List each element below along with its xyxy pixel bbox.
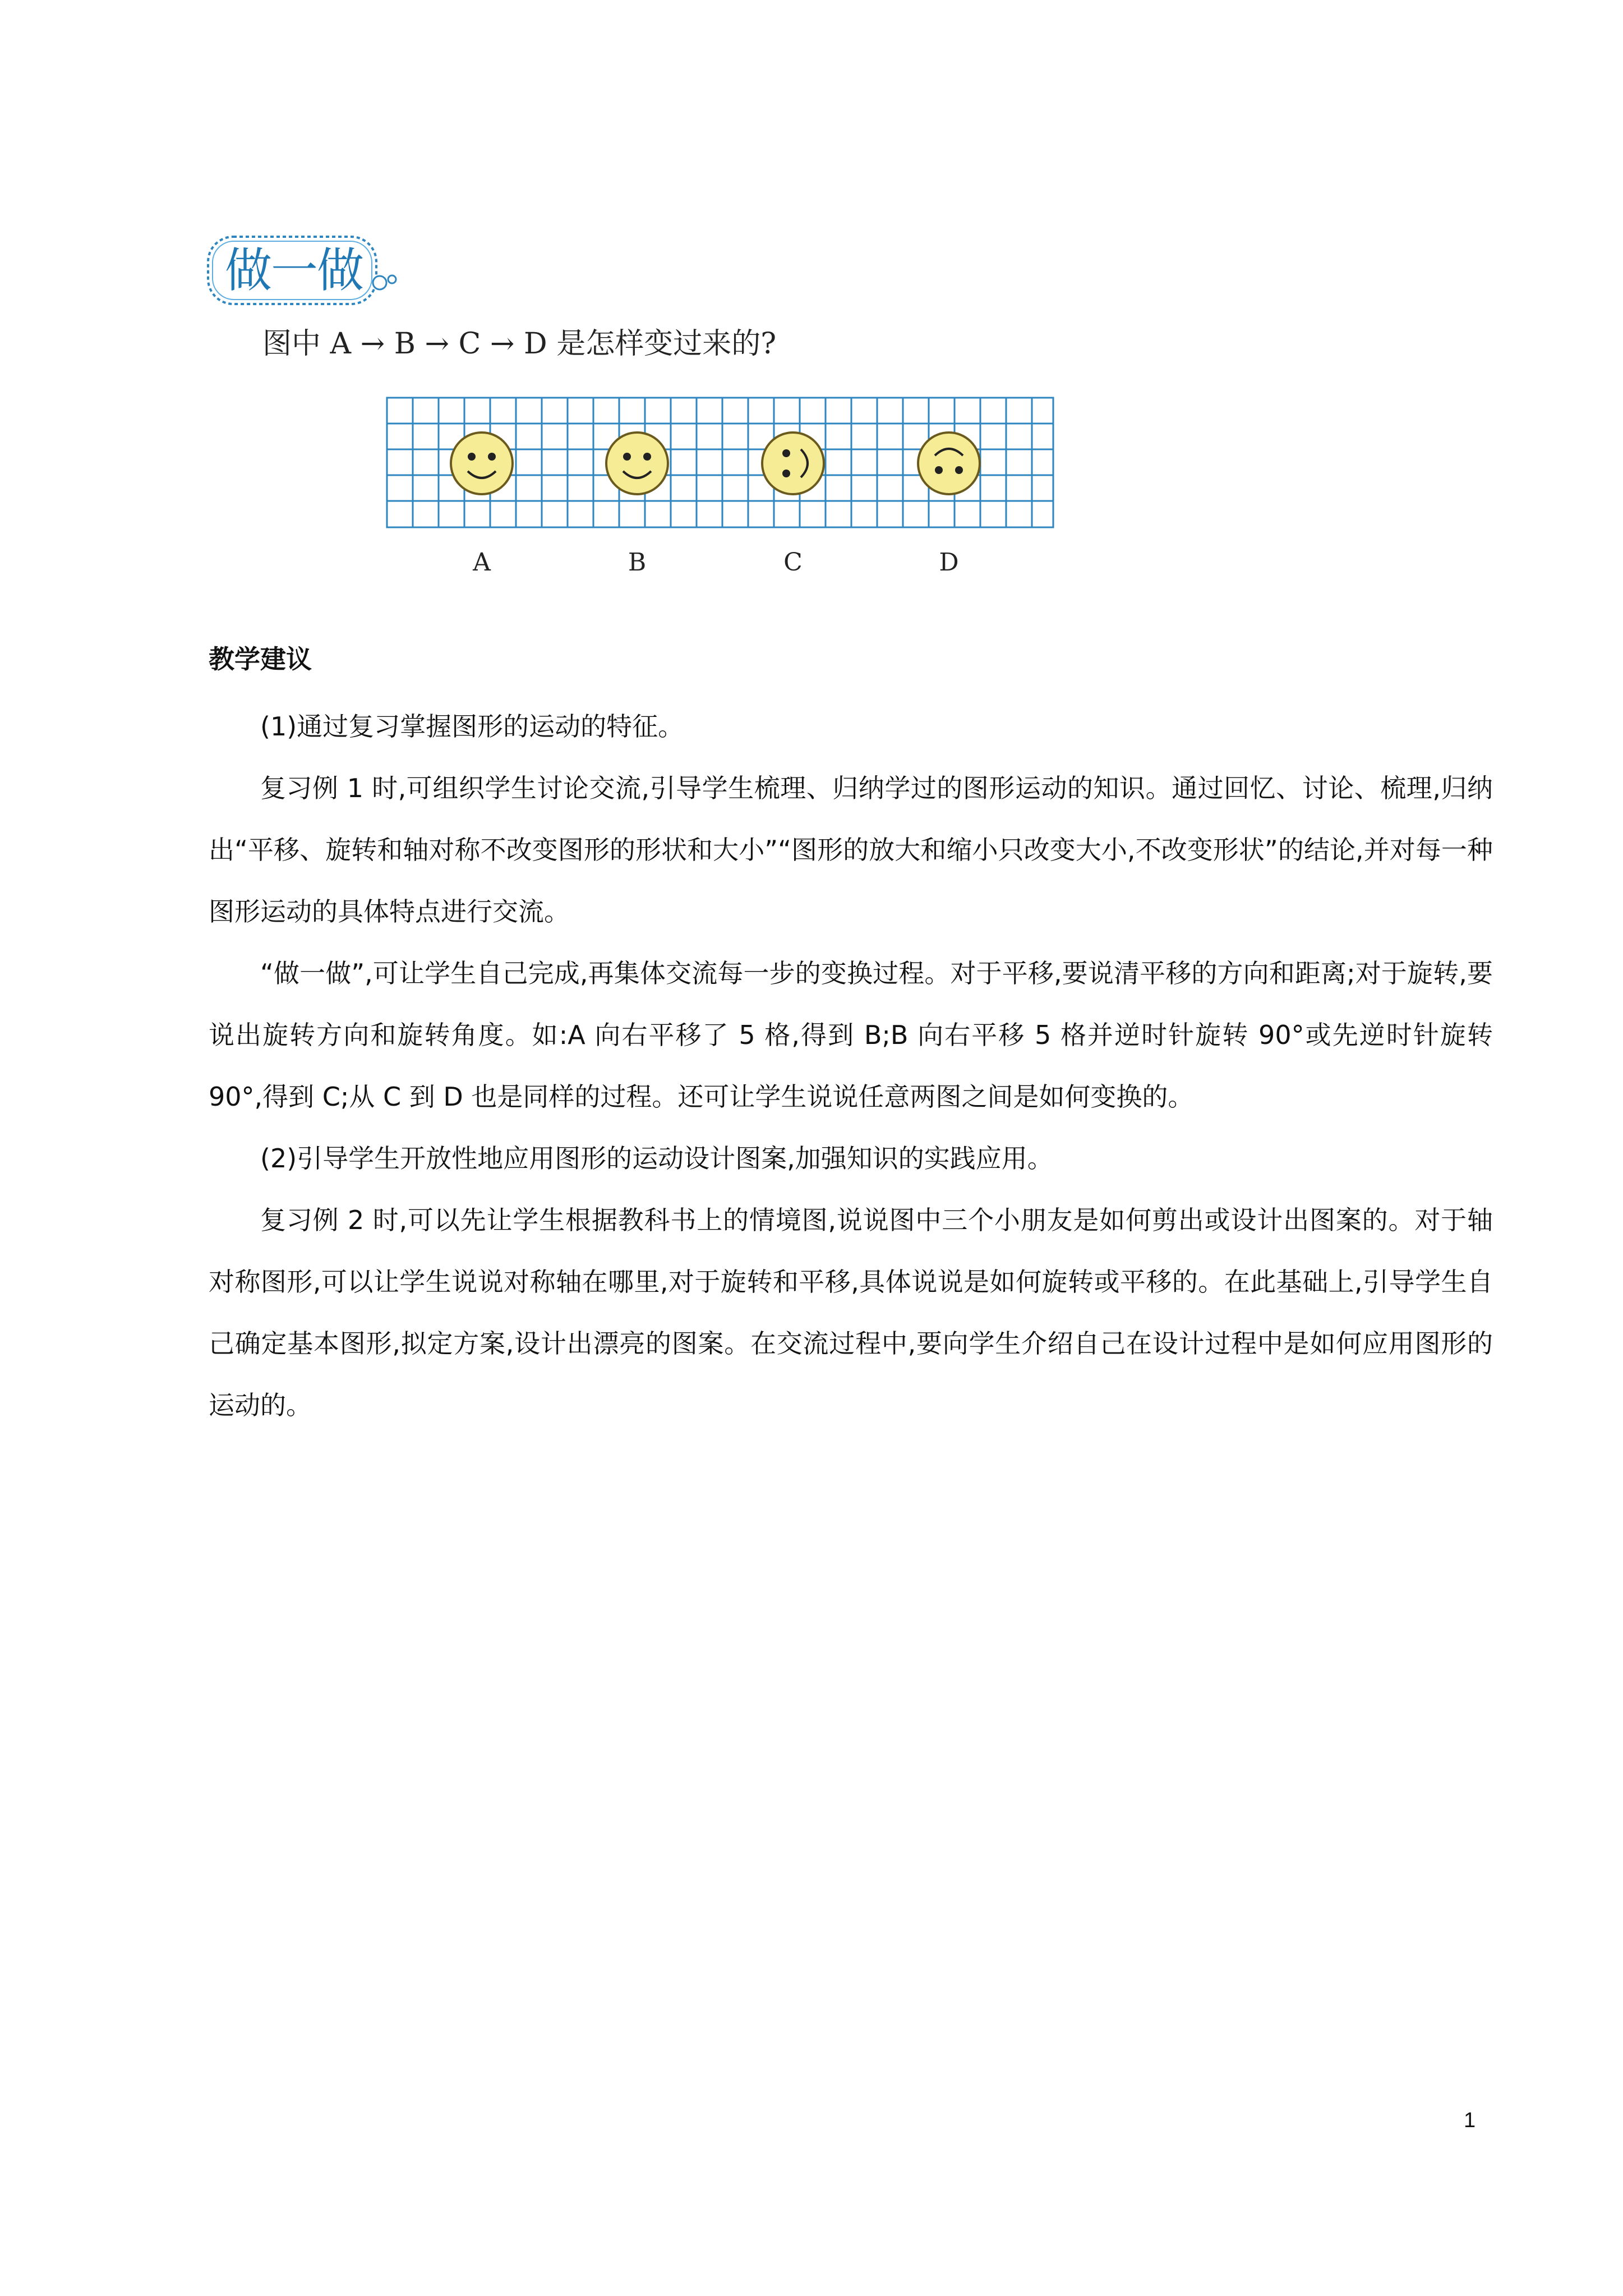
figure-label-a: A: [473, 548, 491, 577]
paragraph: 复习例 2 时,可以先让学生根据教科书上的情境图,说说图中三个小朋友是如何剪出或设计出图案的。对于轴对称图形,可以让学生说说对称轴在哪里,对于旋转和平移,具体说说是如何旋转或平移的。在此基础上,引导学生自己确定基本图形,拟定方案,设计出漂亮的图案。在交流过程中,要向学生介绍自己在设计过程中是如何应用图形的运动的。: [209, 1205, 1493, 1420]
paragraph: “做一做”,可让学生自己完成,再集体交流每一步的变换过程。对于平移,要说清平移的方向和距离;对于旋转,要说出旋转方向和旋转角度。如:A 向右平移了 5 格,得到 B;B 向右平移 5 格并逆时针旋转 90°或先逆时针旋转 90°,得到 C;从 C 到 D 也是同样的过程。还可让学生说说任意两图之间是如何变换的。: [209, 958, 1493, 1112]
transformation-figure: [386, 397, 1054, 610]
body-text: [209, 696, 1493, 1436]
figure-label-d: D: [939, 548, 959, 577]
grid-diagram: [386, 397, 1054, 610]
section-badge-label: 做一做: [224, 243, 363, 298]
section-badge: [205, 231, 407, 312]
paragraph: (1)通过复习掌握图形的运动的特征。: [260, 711, 684, 742]
paragraph: 复习例 1 时,可组织学生讨论交流,引导学生梳理、归纳学过的图形运动的知识。通过回忆、讨论、梳理,归纳出“平移、旋转和轴对称不改变图形的形状和大小”“图形的放大和缩小只改变大小,不改变形状”的结论,并对每一种图形运动的具体特点进行交流。: [209, 773, 1493, 927]
page-number: 1: [1464, 2109, 1476, 2132]
figure-label-b: B: [628, 548, 647, 577]
figure-label-c: C: [783, 548, 803, 577]
rotated-smiley-face-icon: [762, 432, 824, 494]
rotated-smiley-face-icon: [918, 432, 980, 494]
section-heading: 教学建议: [209, 644, 312, 674]
question-text: 图中 A → B → C → D 是怎样变过来的?: [262, 327, 777, 361]
smiley-face-icon: [451, 432, 513, 494]
smiley-face-icon: [606, 432, 668, 494]
paragraph: (2)引导学生开放性地应用图形的运动设计图案,加强知识的实践应用。: [260, 1143, 1053, 1174]
